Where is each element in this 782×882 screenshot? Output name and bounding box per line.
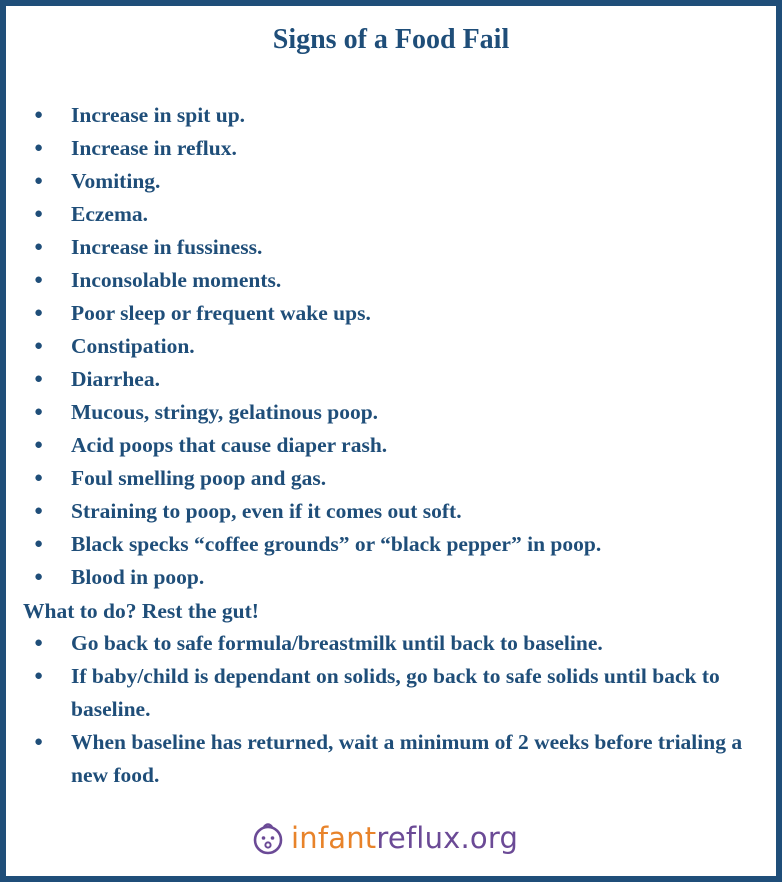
signs-list: [6, 99, 776, 594]
list-item-text: Straining to poop, even if it comes out soft.: [71, 499, 462, 523]
list-item-text: Increase in fussiness.: [71, 235, 263, 259]
bullet-icon: ●: [34, 338, 44, 354]
list-item: [6, 297, 776, 330]
steps-list: [6, 627, 776, 792]
list-item: [6, 726, 776, 792]
list-item: [6, 330, 776, 363]
list-item-text: Constipation.: [71, 334, 195, 358]
list-item: [6, 198, 776, 231]
list-item: [6, 264, 776, 297]
bullet-icon: ●: [34, 470, 44, 486]
baby-face-icon: [251, 821, 285, 855]
logo-wordmark: [291, 821, 518, 855]
bullet-icon: ●: [34, 569, 44, 585]
list-item: [6, 165, 776, 198]
list-item-text: Poor sleep or frequent wake ups.: [71, 301, 371, 325]
bullet-icon: ●: [34, 206, 44, 222]
bullet-icon: ●: [34, 107, 44, 123]
list-item-text: Vomiting.: [71, 169, 161, 193]
bullet-icon: ●: [34, 305, 44, 321]
list-item: [6, 561, 776, 594]
bullet-icon: ●: [34, 734, 44, 750]
list-item: [6, 99, 776, 132]
list-item: [6, 462, 776, 495]
bullet-icon: ●: [34, 173, 44, 189]
list-item: [6, 627, 776, 660]
list-item-text: Blood in poop.: [71, 565, 205, 589]
list-item-text: Increase in reflux.: [71, 136, 237, 160]
bullet-icon: ●: [34, 272, 44, 288]
bullet-icon: ●: [34, 140, 44, 156]
list-item: [6, 363, 776, 396]
logo-part-reflux: reflux.org: [376, 821, 519, 855]
list-item-text: Black specks “coffee grounds” or “black pepper” in poop.: [71, 532, 602, 556]
bullet-icon: ●: [34, 668, 44, 684]
logo-part-infant: infant: [291, 821, 377, 855]
list-item-text: Inconsolable moments.: [71, 268, 282, 292]
bullet-icon: ●: [34, 404, 44, 420]
list-item: [6, 660, 776, 726]
list-item: [6, 132, 776, 165]
site-logo: [251, 821, 518, 855]
list-item: [6, 495, 776, 528]
bullet-icon: ●: [34, 503, 44, 519]
bullet-icon: ●: [34, 239, 44, 255]
what-to-do-heading: What to do? Rest the gut!: [23, 599, 259, 623]
list-item-text: Eczema.: [71, 202, 149, 226]
page-title: Signs of a Food Fail: [272, 24, 510, 55]
list-item-text: When baseline has returned, wait a minimum of 2 weeks before trialing a new food.: [71, 730, 743, 787]
bullet-icon: ●: [34, 635, 44, 651]
list-item-text: Foul smelling poop and gas.: [71, 466, 327, 490]
bullet-icon: ●: [34, 536, 44, 552]
list-item-text: Increase in spit up.: [71, 103, 246, 127]
list-item-text: Acid poops that cause diaper rash.: [71, 433, 388, 457]
list-item-text: Mucous, stringy, gelatinous poop.: [71, 400, 379, 424]
list-item-text: Diarrhea.: [71, 367, 160, 391]
list-item: [6, 429, 776, 462]
list-item: [6, 528, 776, 561]
list-item: [6, 231, 776, 264]
bullet-icon: ●: [34, 371, 44, 387]
list-item: [6, 396, 776, 429]
list-item-text: Go back to safe formula/breastmilk until back to baseline.: [71, 631, 603, 655]
bullet-icon: ●: [34, 437, 44, 453]
list-item-text: If baby/child is dependant on solids, go back to safe solids until back to baseline.: [71, 664, 720, 721]
